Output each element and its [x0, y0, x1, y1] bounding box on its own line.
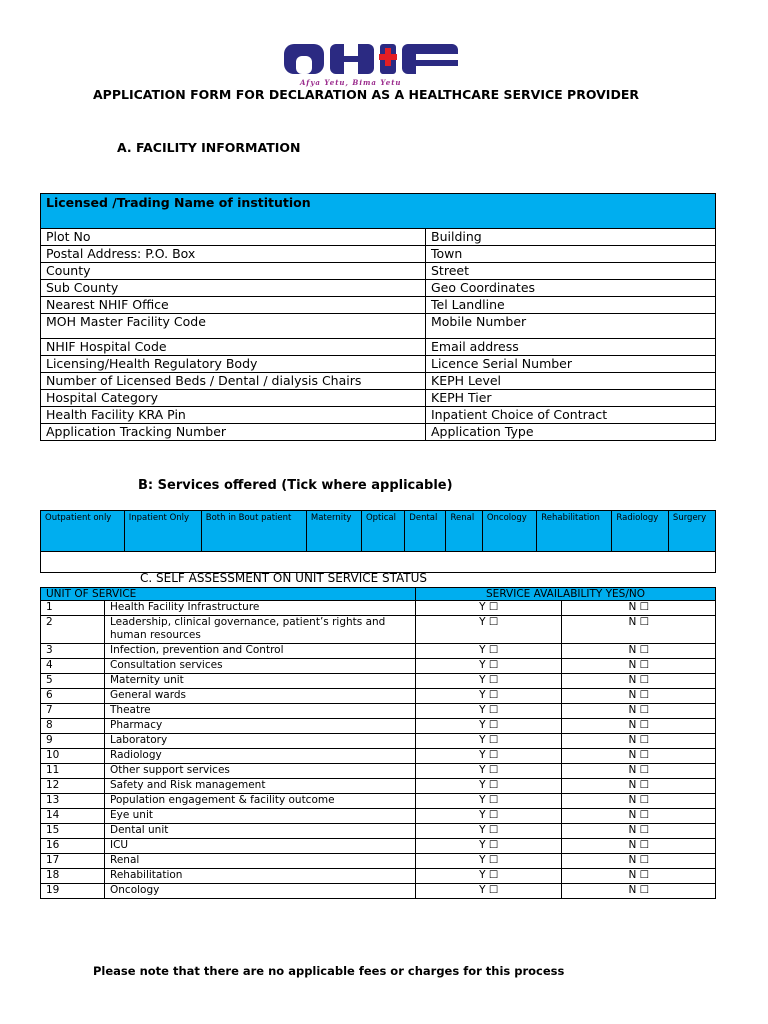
yes-checkbox[interactable]: Y ☐ — [416, 869, 562, 884]
facility-field-right[interactable]: Mobile Number — [426, 314, 716, 339]
section-c-heading: C. SELF ASSESSMENT ON UNIT SERVICE STATUS — [140, 571, 428, 585]
yes-checkbox[interactable]: Y ☐ — [416, 704, 562, 719]
no-checkbox[interactable]: N ☐ — [562, 704, 716, 719]
no-checkbox[interactable]: N ☐ — [562, 616, 716, 644]
assessment-number: 3 — [41, 644, 105, 659]
no-checkbox[interactable]: N ☐ — [562, 734, 716, 749]
assessment-row — [41, 689, 716, 704]
facility-field-left[interactable]: Hospital Category — [41, 390, 426, 407]
assessment-number: 17 — [41, 854, 105, 869]
section-b-heading: B: Services offered (Tick where applicable) — [138, 478, 453, 493]
yes-checkbox[interactable]: Y ☐ — [416, 689, 562, 704]
facility-field-right[interactable]: KEPH Tier — [426, 390, 716, 407]
no-checkbox[interactable]: N ☐ — [562, 749, 716, 764]
assessment-number: 18 — [41, 869, 105, 884]
facility-field-left[interactable]: Nearest NHIF Office — [41, 297, 426, 314]
assessment-unit-name: Rehabilitation — [105, 869, 416, 884]
assessment-unit-name: ICU — [105, 839, 416, 854]
assessment-row — [41, 854, 716, 869]
facility-field-right[interactable]: Email address — [426, 339, 716, 356]
fees-note: Please note that there are no applicable fees or charges for this process — [93, 964, 565, 978]
service-option[interactable]: Inpatient Only — [124, 511, 201, 552]
assessment-number: 5 — [41, 674, 105, 689]
facility-field-left[interactable]: Sub County — [41, 280, 426, 297]
service-option[interactable]: Rehabilitation — [537, 511, 612, 552]
no-checkbox[interactable]: N ☐ — [562, 601, 716, 616]
facility-field-right[interactable]: KEPH Level — [426, 373, 716, 390]
assessment-row — [41, 674, 716, 689]
no-checkbox[interactable]: N ☐ — [562, 839, 716, 854]
no-checkbox[interactable]: N ☐ — [562, 764, 716, 779]
yes-checkbox[interactable]: Y ☐ — [416, 764, 562, 779]
assessment-row — [41, 779, 716, 794]
facility-field-right[interactable]: Application Type — [426, 424, 716, 441]
facility-field-right[interactable]: Inpatient Choice of Contract — [426, 407, 716, 424]
section-a-heading: A. FACILITY INFORMATION — [117, 140, 301, 155]
services-tick-row[interactable] — [41, 552, 716, 573]
assessment-number: 11 — [41, 764, 105, 779]
yes-checkbox[interactable]: Y ☐ — [416, 794, 562, 809]
facility-row — [41, 339, 716, 356]
page-title: APPLICATION FORM FOR DECLARATION AS A HEALTHCARE SERVICE PROVIDER — [93, 87, 639, 102]
assessment-row — [41, 884, 716, 899]
service-option[interactable]: Optical — [361, 511, 404, 552]
no-checkbox[interactable]: N ☐ — [562, 644, 716, 659]
facility-row — [41, 407, 716, 424]
yes-checkbox[interactable]: Y ☐ — [416, 884, 562, 899]
no-checkbox[interactable]: N ☐ — [562, 884, 716, 899]
facility-field-right[interactable]: Tel Landline — [426, 297, 716, 314]
facility-row — [41, 390, 716, 407]
assessment-number: 15 — [41, 824, 105, 839]
service-option[interactable]: Dental — [405, 511, 446, 552]
assessment-row — [41, 809, 716, 824]
facility-row — [41, 424, 716, 441]
yes-checkbox[interactable]: Y ☐ — [416, 809, 562, 824]
assessment-row — [41, 644, 716, 659]
facility-field-left[interactable]: Postal Address: P.O. Box — [41, 246, 426, 263]
facility-field-left[interactable]: MOH Master Facility Code — [41, 314, 426, 339]
facility-row — [41, 263, 716, 280]
assessment-row — [41, 839, 716, 854]
assessment-number: 2 — [41, 616, 105, 644]
facility-row — [41, 356, 716, 373]
assessment-number: 19 — [41, 884, 105, 899]
assessment-row — [41, 764, 716, 779]
assessment-number: 16 — [41, 839, 105, 854]
no-checkbox[interactable]: N ☐ — [562, 689, 716, 704]
no-checkbox[interactable]: N ☐ — [562, 659, 716, 674]
assessment-unit-name: Population engagement & facility outcome — [105, 794, 416, 809]
assessment-row — [41, 704, 716, 719]
yes-checkbox[interactable]: Y ☐ — [416, 779, 562, 794]
facility-row — [41, 246, 716, 263]
facility-row — [41, 314, 716, 339]
assessment-unit-name: Other support services — [105, 764, 416, 779]
no-checkbox[interactable]: N ☐ — [562, 779, 716, 794]
yes-checkbox[interactable]: Y ☐ — [416, 659, 562, 674]
yes-checkbox[interactable]: Y ☐ — [416, 734, 562, 749]
assessment-number: 14 — [41, 809, 105, 824]
facility-information-table — [40, 193, 716, 441]
facility-field-left[interactable]: Licensing/Health Regulatory Body — [41, 356, 426, 373]
assessment-unit-name: Theatre — [105, 704, 416, 719]
assessment-unit-name: Leadership, clinical governance, patient’s rights and human resources — [105, 616, 416, 644]
assessment-unit-name: Eye unit — [105, 809, 416, 824]
assessment-row — [41, 616, 716, 644]
assessment-row — [41, 734, 716, 749]
no-checkbox[interactable]: N ☐ — [562, 794, 716, 809]
services-tick-cell[interactable] — [41, 552, 716, 573]
assessment-number: 12 — [41, 779, 105, 794]
no-checkbox[interactable]: N ☐ — [562, 854, 716, 869]
facility-field-right[interactable]: Building — [426, 229, 716, 246]
assessment-unit-name: Oncology — [105, 884, 416, 899]
assessment-unit-name: Radiology — [105, 749, 416, 764]
facility-field-left[interactable]: NHIF Hospital Code — [41, 339, 426, 356]
assessment-number: 7 — [41, 704, 105, 719]
facility-field-left[interactable]: Health Facility KRA Pin — [41, 407, 426, 424]
assessment-unit-name: General wards — [105, 689, 416, 704]
assessment-number: 4 — [41, 659, 105, 674]
yes-checkbox[interactable]: Y ☐ — [416, 644, 562, 659]
service-availability-header: SERVICE AVAILABILITY YES/NO — [416, 588, 716, 601]
service-option[interactable]: Oncology — [482, 511, 536, 552]
service-option[interactable]: Maternity — [306, 511, 361, 552]
service-option[interactable]: Surgery — [668, 511, 715, 552]
yes-checkbox[interactable]: Y ☐ — [416, 719, 562, 734]
yes-checkbox[interactable]: Y ☐ — [416, 839, 562, 854]
yes-checkbox[interactable]: Y ☐ — [416, 824, 562, 839]
service-option[interactable]: Both in Bout patient — [201, 511, 306, 552]
institution-name-field[interactable]: Licensed /Trading Name of institution — [41, 194, 716, 229]
assessment-number: 10 — [41, 749, 105, 764]
assessment-unit-name: Safety and Risk management — [105, 779, 416, 794]
assessment-unit-name: Renal — [105, 854, 416, 869]
assessment-row — [41, 824, 716, 839]
facility-field-left[interactable]: County — [41, 263, 426, 280]
facility-row — [41, 373, 716, 390]
yes-checkbox[interactable]: Y ☐ — [416, 854, 562, 869]
assessment-row — [41, 749, 716, 764]
facility-field-left[interactable]: Application Tracking Number — [41, 424, 426, 441]
no-checkbox[interactable]: N ☐ — [562, 809, 716, 824]
no-checkbox[interactable]: N ☐ — [562, 674, 716, 689]
facility-field-right[interactable]: Licence Serial Number — [426, 356, 716, 373]
service-option[interactable]: Renal — [446, 511, 482, 552]
logo-tagline: Afya Yetu, Bima Yetu — [300, 78, 402, 87]
assessment-number: 13 — [41, 794, 105, 809]
yes-checkbox[interactable]: Y ☐ — [416, 616, 562, 644]
assessment-row — [41, 794, 716, 809]
assessment-unit-name: Maternity unit — [105, 674, 416, 689]
facility-field-left[interactable]: Number of Licensed Beds / Dental / dialysis Chairs — [41, 373, 426, 390]
assessment-number: 9 — [41, 734, 105, 749]
yes-checkbox[interactable]: Y ☐ — [416, 601, 562, 616]
assessment-unit-name: Dental unit — [105, 824, 416, 839]
facility-field-right[interactable]: Town — [426, 246, 716, 263]
assessment-unit-name: Infection, prevention and Control — [105, 644, 416, 659]
assessment-unit-name: Consultation services — [105, 659, 416, 674]
assessment-unit-name: Pharmacy — [105, 719, 416, 734]
assessment-row — [41, 601, 716, 616]
self-assessment-table — [40, 587, 716, 899]
no-checkbox[interactable]: N ☐ — [562, 824, 716, 839]
assessment-number: 1 — [41, 601, 105, 616]
facility-field-right[interactable]: Street — [426, 263, 716, 280]
yes-checkbox[interactable]: Y ☐ — [416, 674, 562, 689]
services-header-row — [41, 511, 716, 552]
no-checkbox[interactable]: N ☐ — [562, 869, 716, 884]
assessment-number: 6 — [41, 689, 105, 704]
facility-row — [41, 297, 716, 314]
assessment-unit-name: Laboratory — [105, 734, 416, 749]
service-option[interactable]: Radiology — [612, 511, 669, 552]
assessment-unit-name: Health Facility Infrastructure — [105, 601, 416, 616]
no-checkbox[interactable]: N ☐ — [562, 719, 716, 734]
assessment-row — [41, 869, 716, 884]
assessment-row — [41, 659, 716, 674]
facility-field-right[interactable]: Geo Coordinates — [426, 280, 716, 297]
facility-row — [41, 280, 716, 297]
assessment-number: 8 — [41, 719, 105, 734]
services-offered-table — [40, 510, 716, 573]
assessment-row — [41, 719, 716, 734]
unit-of-service-header: UNIT OF SERVICE — [41, 588, 416, 601]
service-option[interactable]: Outpatient only — [41, 511, 125, 552]
yes-checkbox[interactable]: Y ☐ — [416, 749, 562, 764]
facility-field-left[interactable]: Plot No — [41, 229, 426, 246]
facility-row — [41, 229, 716, 246]
